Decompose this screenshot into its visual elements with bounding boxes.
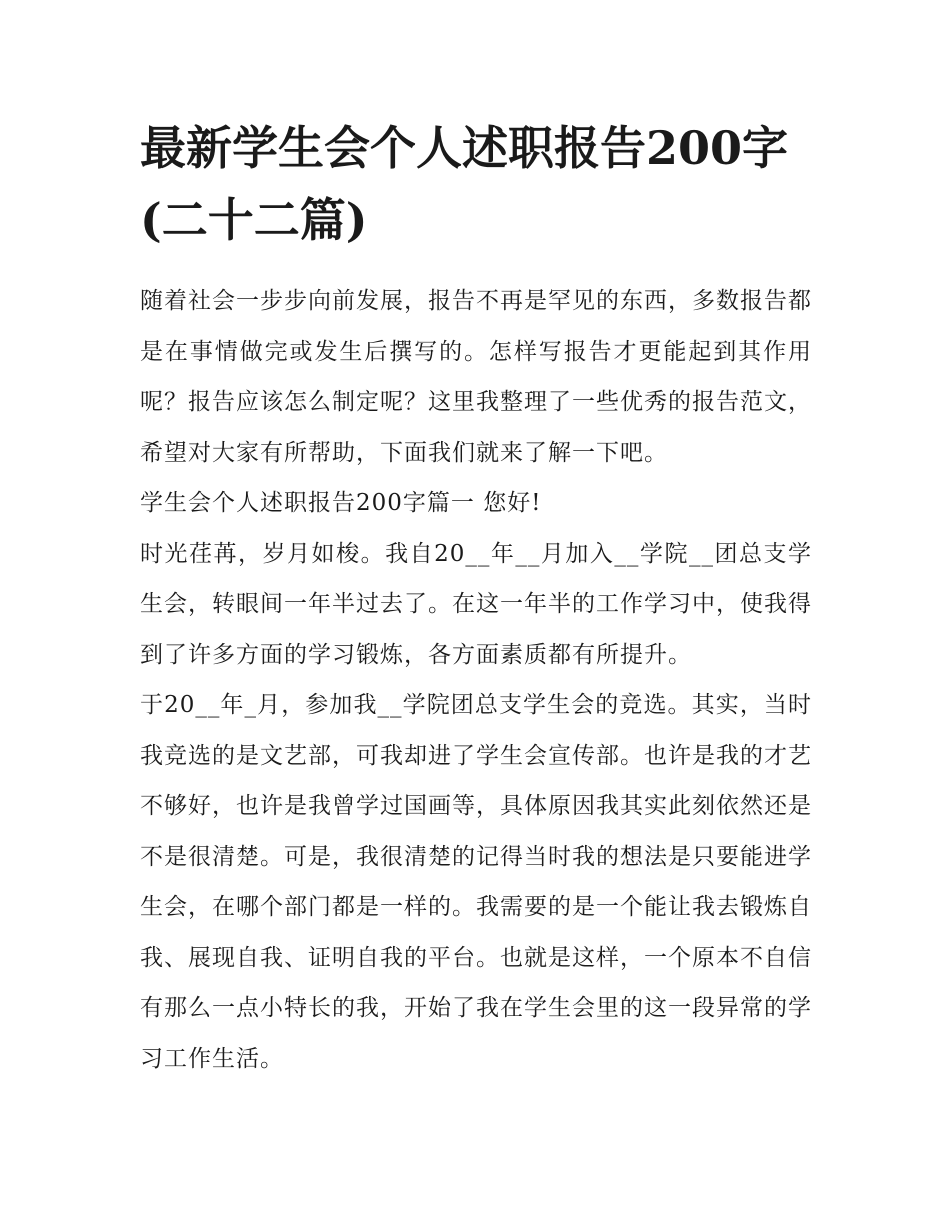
paragraph-intro: 随着社会一步步向前发展，报告不再是罕见的东西，多数报告都是在事情做完或发生后撰写的。怎样写报告才更能起到其作用呢？报告应该怎么制定呢？这里我整理了一些优秀的报告范文，希望对大家有所帮助，下面我们就来了解一下吧。 [140,288,812,466]
document-title: 最新学生会个人述职报告200字(二十二篇) [140,121,789,247]
paragraph-election: 于20__年_月，参加我__学院团总支学生会的竞选。其实，当时我竞选的是文艺部，可我却进了学生会宣传部。也许是我的才艺不够好，也许是我曾学过国画等，具体原因我其实此刻依然还是不是很清楚。可是，我很清楚的记得当时我的想法是只要能进学生会，在哪个部门都是一样的。我需要的是一个能让我去锻炼自我、展现自我、证明自我的平台。也就是这样，一个原本不自信有那么一点小特长的我，开始了我在学生会里的这一段异常的学习工作生活。 [140,692,812,1072]
document-page [140,112,812,1084]
paragraph-time: 时光荏苒，岁月如梭。我自20__年__月加入__学院__团总支学生会，转眼间一年半过去了。在这一年半的工作学习中，使我得到了许多方面的学习锻炼，各方面素质都有所提升。 [140,540,812,668]
paragraph-section-heading: 学生会个人述职报告200字篇一 您好! [140,490,542,516]
document-body [140,276,812,1084]
